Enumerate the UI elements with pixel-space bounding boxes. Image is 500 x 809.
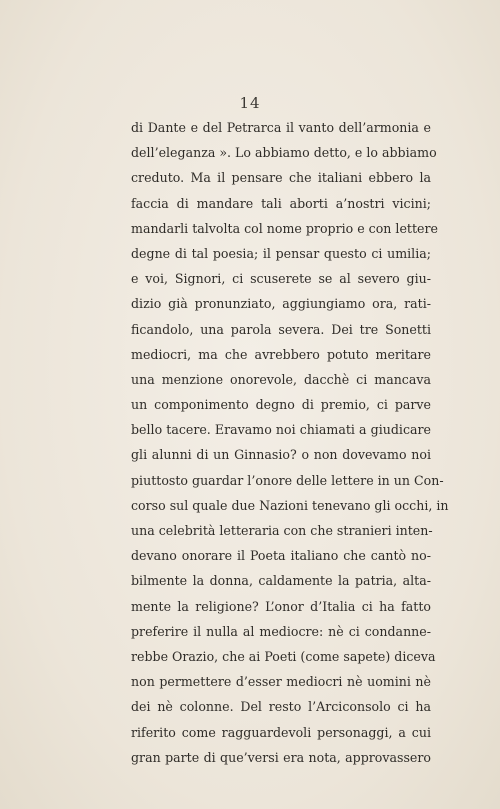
text-line: preferire il nulla al mediocre: nè ci condanne- (131, 623, 431, 639)
text-line: non permettere d’esser mediocri nè uomini nè (131, 674, 431, 690)
text-line: corso sul quale due Nazioni tenevano gli occhi, in (131, 497, 449, 513)
text-line: mandarli talvolta col nome proprio e con lettere (131, 220, 438, 236)
text-line: ficandolo, una parola severa. Dei tre Sonetti (131, 321, 431, 337)
text-line: faccia di mandare tali aborti a’nostri vicini; (131, 195, 431, 211)
text-line: mediocri, ma che avrebbero potuto meritare (131, 346, 431, 362)
text-line: piuttosto guardar l’onore delle lettere in un Con- (131, 472, 444, 488)
text-line: riferito come ragguardevoli personaggi, a cui (131, 724, 431, 740)
page-number: 14 (239, 94, 261, 112)
text-line: bilmente la donna, caldamente la patria, alta- (131, 573, 431, 589)
text-line: e voi, Signori, ci scuserete se al severo giu- (131, 271, 431, 287)
text-line: bello tacere. Eravamo noi chiamati a giudicare (131, 422, 431, 438)
text-line: gran parte di que’versi era nota, approvassero (131, 749, 431, 765)
text-line: dizio già pronunziato, aggiungiamo ora, rati- (131, 296, 431, 312)
text-line: devano onorare il Poeta italiano che cantò no- (131, 548, 431, 564)
body-text (131, 115, 449, 770)
text-line: di Dante e del Petrarca il vanto dell’armonia e (131, 120, 431, 135)
text-line: dell’eleganza ». Lo abbiamo detto, e lo abbiamo (131, 145, 437, 161)
text-line: mente la religione? L’onor d’Italia ci ha fatto (131, 598, 431, 614)
text-line: creduto. Ma il pensare che italiani ebbero la (131, 170, 431, 186)
text-line: rebbe Orazio, che ai Poeti (come sapete) diceva (131, 648, 436, 664)
text-line: gli alunni di un Ginnasio? o non dovevamo noi (131, 447, 431, 463)
text-line: dei nè colonne. Del resto l’Arciconsolo ci ha (131, 699, 431, 715)
text-line: una celebrità letteraria con che stranieri inten- (131, 523, 433, 538)
text-line: un componimento degno di premio, ci parve (131, 397, 431, 413)
text-line: degne di tal poesia; il pensar questo ci umilia; (131, 245, 431, 261)
text-line: una menzione onorevole, dacchè ci mancava (131, 371, 431, 387)
